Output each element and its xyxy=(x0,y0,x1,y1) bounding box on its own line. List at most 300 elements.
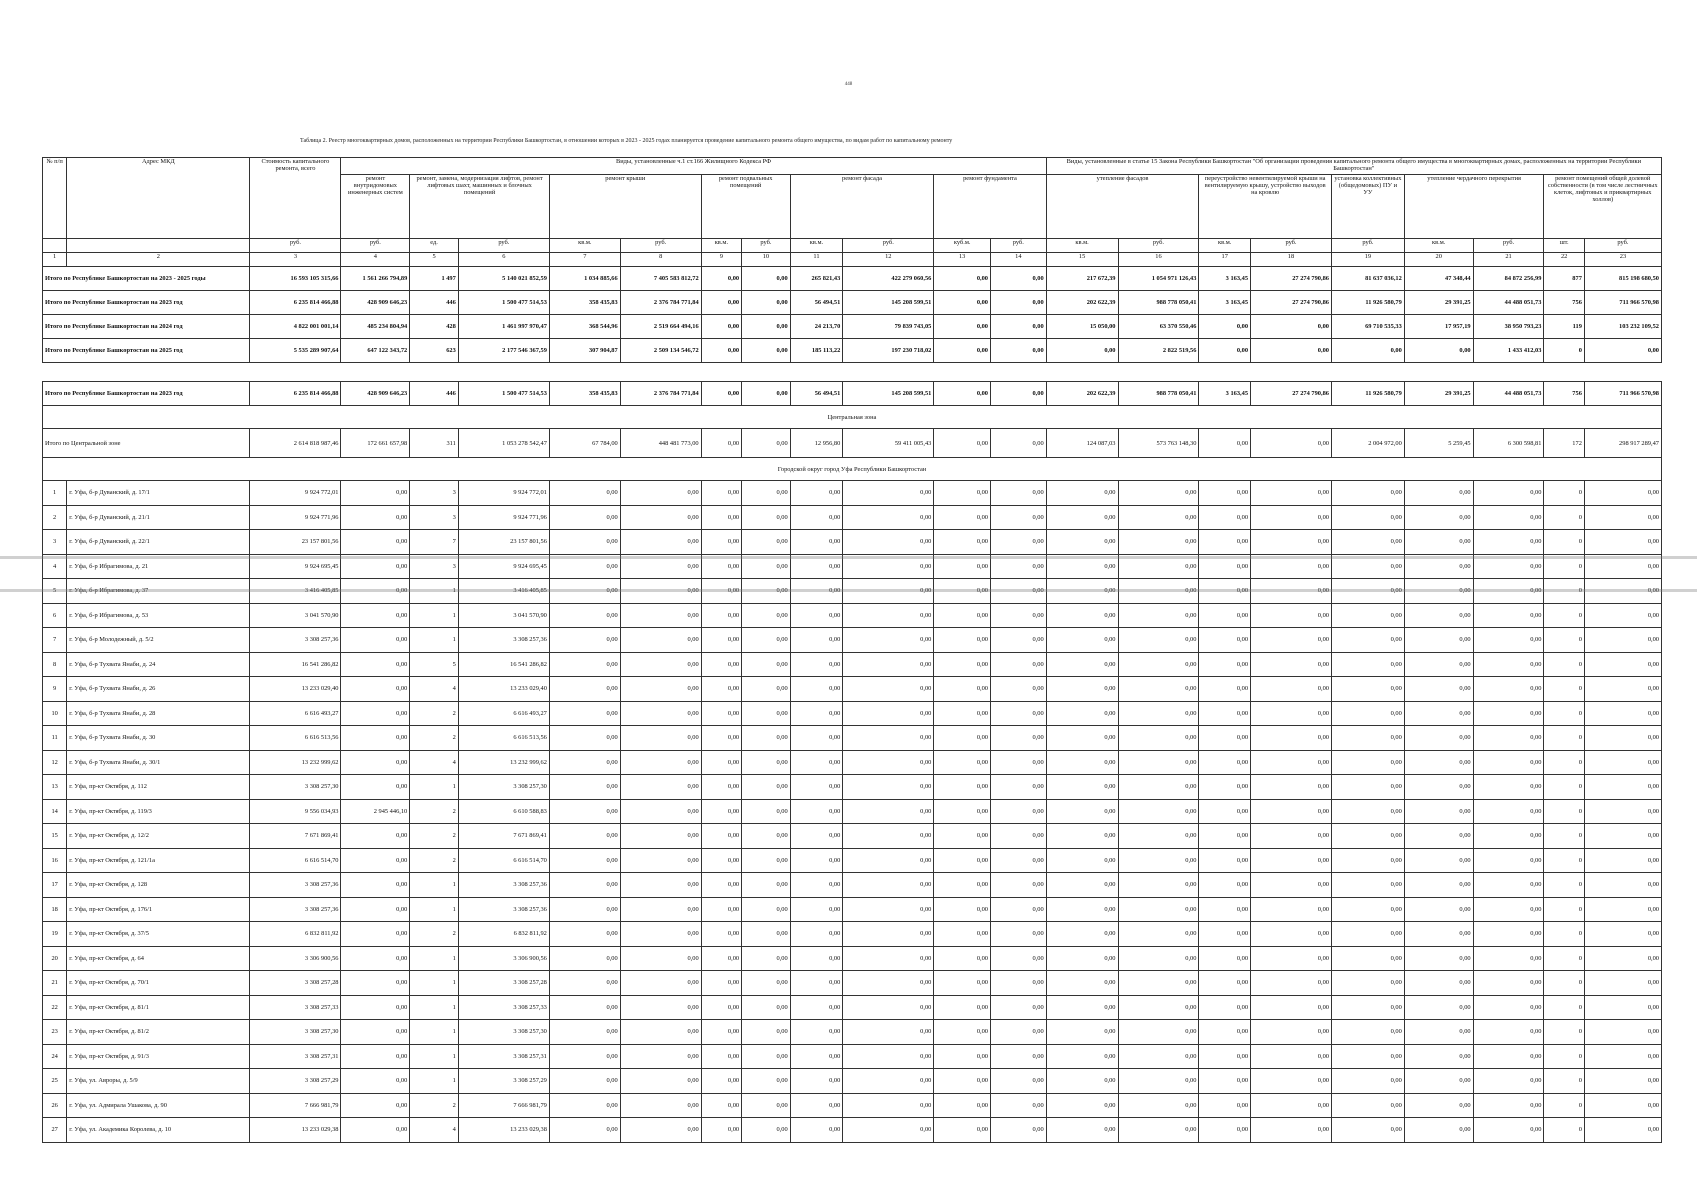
unit-cell: куб.м. xyxy=(934,239,991,253)
zero-value-cell: 0,00 xyxy=(843,799,934,824)
row-address: г. Уфа, пр-кт Октября, д. 119/3 xyxy=(67,799,250,824)
register-sheet xyxy=(42,157,1662,1143)
zero-count-cell: 0 xyxy=(1544,481,1584,506)
value-cell: 0,00 xyxy=(934,291,991,315)
unit-cell: руб. xyxy=(1331,239,1404,253)
zero-value-cell: 0,00 xyxy=(991,946,1047,971)
zero-value-cell: 0,00 xyxy=(1331,652,1404,677)
row-address: г. Уфа, ул. Авроры, д. 5/9 xyxy=(67,1069,250,1094)
value-cell: 3 163,45 xyxy=(1199,267,1251,291)
row-engineering-cost: 0,00 xyxy=(341,922,410,947)
row-number: 16 xyxy=(43,848,67,873)
zero-value-cell: 0,00 xyxy=(1118,652,1199,677)
value-cell: 3 163,45 xyxy=(1199,382,1251,406)
zero-value-cell: 0,00 xyxy=(991,701,1047,726)
zero-value-cell: 0,00 xyxy=(742,1020,791,1045)
zero-value-cell: 0,00 xyxy=(1046,946,1118,971)
zero-value-cell: 0,00 xyxy=(701,1093,741,1118)
zero-value-cell: 0,00 xyxy=(1584,530,1661,555)
zero-count-cell: 0 xyxy=(1544,1044,1584,1069)
zero-value-cell: 0,00 xyxy=(1473,824,1544,849)
zero-value-cell: 0,00 xyxy=(1404,995,1473,1020)
zero-value-cell: 0,00 xyxy=(934,750,991,775)
zero-value-cell: 0,00 xyxy=(1473,897,1544,922)
row-address: г. Уфа, б-р Тухвата Янаби, д. 26 xyxy=(67,677,250,702)
row-total-cost: 3 308 257,36 xyxy=(250,873,341,898)
zero-count-cell: 0 xyxy=(1544,873,1584,898)
zero-value-cell: 0,00 xyxy=(991,848,1047,873)
row-lift-cost: 3 308 257,28 xyxy=(458,971,549,996)
value-cell: 877 xyxy=(1544,267,1584,291)
column-number-cell: 4 xyxy=(341,253,410,267)
zero-value-cell: 0,00 xyxy=(934,1020,991,1045)
zero-value-cell: 0,00 xyxy=(790,579,843,604)
value-cell: 0,00 xyxy=(742,339,791,363)
zero-value-cell: 0,00 xyxy=(790,995,843,1020)
zero-value-cell: 0,00 xyxy=(701,873,741,898)
table-row xyxy=(43,652,1662,677)
row-lift-count: 1 xyxy=(410,628,459,653)
zero-value-cell: 0,00 xyxy=(1473,775,1544,800)
zero-value-cell: 0,00 xyxy=(1199,971,1251,996)
zero-value-cell: 0,00 xyxy=(790,873,843,898)
zero-value-cell: 0,00 xyxy=(1404,775,1473,800)
zone-total-row xyxy=(43,429,1662,458)
column-number-cell: 15 xyxy=(1046,253,1118,267)
zero-value-cell: 0,00 xyxy=(1331,995,1404,1020)
zero-value-cell: 0,00 xyxy=(1404,1069,1473,1094)
zero-value-cell: 0,00 xyxy=(549,922,620,947)
value-cell: 428 xyxy=(410,315,459,339)
zero-value-cell: 0,00 xyxy=(991,995,1047,1020)
row-total-cost: 6 616 513,56 xyxy=(250,726,341,751)
row-label: Итого по Республике Башкортостан на 2023 год xyxy=(43,382,250,406)
row-total-cost: 6 616 493,27 xyxy=(250,701,341,726)
row-address: г. Уфа, пр-кт Октября, д. 121/1а xyxy=(67,848,250,873)
zero-value-cell: 0,00 xyxy=(1118,1044,1199,1069)
zero-value-cell: 0,00 xyxy=(843,1069,934,1094)
zero-value-cell: 0,00 xyxy=(934,1093,991,1118)
zero-value-cell: 0,00 xyxy=(1404,922,1473,947)
zero-value-cell: 0,00 xyxy=(1251,1044,1332,1069)
zero-value-cell: 0,00 xyxy=(1584,848,1661,873)
zero-value-cell: 0,00 xyxy=(1251,775,1332,800)
zero-value-cell: 0,00 xyxy=(1118,897,1199,922)
zero-value-cell: 0,00 xyxy=(1199,848,1251,873)
value-cell: 0,00 xyxy=(991,339,1047,363)
zero-value-cell: 0,00 xyxy=(991,677,1047,702)
table-row xyxy=(43,1020,1662,1045)
zero-value-cell: 0,00 xyxy=(701,1069,741,1094)
zero-value-cell: 0,00 xyxy=(549,848,620,873)
zero-value-cell: 0,00 xyxy=(1199,652,1251,677)
zero-value-cell: 0,00 xyxy=(1473,946,1544,971)
zero-value-cell: 0,00 xyxy=(701,848,741,873)
zero-value-cell: 0,00 xyxy=(1584,995,1661,1020)
row-total-cost: 3 308 257,30 xyxy=(250,1020,341,1045)
zero-value-cell: 0,00 xyxy=(1584,628,1661,653)
total-row xyxy=(43,267,1662,291)
zero-value-cell: 0,00 xyxy=(1199,677,1251,702)
row-address: г. Уфа, б-р Дуванский, д. 22/1 xyxy=(67,530,250,555)
zero-value-cell: 0,00 xyxy=(549,1118,620,1143)
zero-value-cell: 0,00 xyxy=(742,848,791,873)
table-row xyxy=(43,530,1662,555)
zero-value-cell: 0,00 xyxy=(1473,481,1544,506)
row-total-cost: 9 556 034,93 xyxy=(250,799,341,824)
zero-value-cell: 0,00 xyxy=(1251,897,1332,922)
zero-value-cell: 0,00 xyxy=(742,824,791,849)
row-lift-count: 1 xyxy=(410,1020,459,1045)
zero-value-cell: 0,00 xyxy=(991,897,1047,922)
zero-value-cell: 0,00 xyxy=(1584,1069,1661,1094)
zero-value-cell: 0,00 xyxy=(1199,505,1251,530)
zero-value-cell: 0,00 xyxy=(701,995,741,1020)
zero-value-cell: 0,00 xyxy=(1118,628,1199,653)
row-lift-cost: 3 416 405,85 xyxy=(458,579,549,604)
row-number: 14 xyxy=(43,799,67,824)
zero-value-cell: 0,00 xyxy=(1331,726,1404,751)
zero-value-cell: 0,00 xyxy=(843,579,934,604)
row-lift-cost: 9 924 772,01 xyxy=(458,481,549,506)
zero-value-cell: 0,00 xyxy=(843,922,934,947)
table-row xyxy=(43,946,1662,971)
zero-value-cell: 0,00 xyxy=(620,995,701,1020)
value-cell: 2 376 784 771,84 xyxy=(620,291,701,315)
zero-value-cell: 0,00 xyxy=(701,652,741,677)
row-lift-cost: 13 233 029,40 xyxy=(458,677,549,702)
zero-value-cell: 0,00 xyxy=(1199,775,1251,800)
row-lift-cost: 6 610 588,83 xyxy=(458,799,549,824)
zero-value-cell: 0,00 xyxy=(1118,922,1199,947)
zero-value-cell: 0,00 xyxy=(1118,799,1199,824)
zero-value-cell: 0,00 xyxy=(1584,603,1661,628)
zone-title: Центральная зона xyxy=(43,406,1662,429)
zero-value-cell: 0,00 xyxy=(1046,1118,1118,1143)
value-cell: 446 xyxy=(410,382,459,406)
value-cell: 0,00 xyxy=(934,429,991,458)
column-number-cell: 20 xyxy=(1404,253,1473,267)
zero-value-cell: 0,00 xyxy=(1473,1118,1544,1143)
zero-value-cell: 0,00 xyxy=(1251,922,1332,947)
row-lift-count: 2 xyxy=(410,799,459,824)
zero-value-cell: 0,00 xyxy=(620,799,701,824)
row-lift-cost: 6 832 811,92 xyxy=(458,922,549,947)
table-row xyxy=(43,701,1662,726)
zero-value-cell: 0,00 xyxy=(620,579,701,604)
value-cell: 67 784,00 xyxy=(549,429,620,458)
zero-value-cell: 0,00 xyxy=(1404,579,1473,604)
zero-value-cell: 0,00 xyxy=(1046,530,1118,555)
zero-value-cell: 0,00 xyxy=(620,824,701,849)
zero-value-cell: 0,00 xyxy=(1199,1069,1251,1094)
zero-value-cell: 0,00 xyxy=(1199,1044,1251,1069)
zero-value-cell: 0,00 xyxy=(843,946,934,971)
row-number: 7 xyxy=(43,628,67,653)
zero-value-cell: 0,00 xyxy=(1251,677,1332,702)
zero-value-cell: 0,00 xyxy=(1331,1044,1404,1069)
unit-cell: кв.м. xyxy=(1046,239,1118,253)
zero-value-cell: 0,00 xyxy=(549,652,620,677)
zero-value-cell: 0,00 xyxy=(1199,726,1251,751)
row-total-cost: 9 924 695,45 xyxy=(250,554,341,579)
zero-value-cell: 0,00 xyxy=(790,628,843,653)
row-label: Итого по Республике Башкортостан на 2023 год xyxy=(43,291,250,315)
zero-value-cell: 0,00 xyxy=(1046,775,1118,800)
header-work-common-premises: ремонт помещений общей долевой собственности (в том числе лестничных клеток, лифтовых и приквартирных холлов) xyxy=(1544,175,1662,239)
value-cell: 5 259,45 xyxy=(1404,429,1473,458)
zero-value-cell: 0,00 xyxy=(1404,530,1473,555)
unit-cell: руб. xyxy=(843,239,934,253)
header-total-cost: Стоимость капитального ремонта, всего xyxy=(250,158,341,239)
zero-value-cell: 0,00 xyxy=(934,628,991,653)
zero-value-cell: 0,00 xyxy=(1199,530,1251,555)
zero-value-cell: 0,00 xyxy=(1404,824,1473,849)
value-cell: 6 235 814 466,88 xyxy=(250,291,341,315)
zero-value-cell: 0,00 xyxy=(790,799,843,824)
row-number: 12 xyxy=(43,750,67,775)
zero-value-cell: 0,00 xyxy=(1118,505,1199,530)
row-total-cost: 13 232 999,62 xyxy=(250,750,341,775)
row-number: 22 xyxy=(43,995,67,1020)
value-cell: 27 274 790,86 xyxy=(1251,291,1332,315)
zero-value-cell: 0,00 xyxy=(1331,897,1404,922)
value-cell: 11 926 580,79 xyxy=(1331,291,1404,315)
row-label: Итого по Республике Башкортостан на 2024 год xyxy=(43,315,250,339)
value-cell: 1 500 477 514,53 xyxy=(458,291,549,315)
row-number: 26 xyxy=(43,1093,67,1118)
zero-value-cell: 0,00 xyxy=(742,554,791,579)
zero-value-cell: 0,00 xyxy=(1584,677,1661,702)
value-cell: 0,00 xyxy=(701,291,741,315)
row-address: г. Уфа, б-р Тухвата Янаби, д. 24 xyxy=(67,652,250,677)
zero-value-cell: 0,00 xyxy=(843,971,934,996)
value-cell: 29 391,25 xyxy=(1404,291,1473,315)
zero-value-cell: 0,00 xyxy=(1404,701,1473,726)
value-cell: 756 xyxy=(1544,291,1584,315)
zero-value-cell: 0,00 xyxy=(549,1093,620,1118)
zero-value-cell: 0,00 xyxy=(934,554,991,579)
zero-value-cell: 0,00 xyxy=(1199,628,1251,653)
row-address: г. Уфа, б-р Ибрагимова, д. 21 xyxy=(67,554,250,579)
row-lift-cost: 3 308 257,36 xyxy=(458,628,549,653)
zero-value-cell: 0,00 xyxy=(843,628,934,653)
zero-value-cell: 0,00 xyxy=(991,726,1047,751)
zero-count-cell: 0 xyxy=(1544,530,1584,555)
zero-value-cell: 0,00 xyxy=(790,701,843,726)
unit-cell: руб. xyxy=(1473,239,1544,253)
zero-value-cell: 0,00 xyxy=(843,775,934,800)
zero-value-cell: 0,00 xyxy=(742,677,791,702)
zero-value-cell: 0,00 xyxy=(1331,1020,1404,1045)
unit-cell: кв.м. xyxy=(1404,239,1473,253)
row-number: 8 xyxy=(43,652,67,677)
zero-value-cell: 0,00 xyxy=(1331,848,1404,873)
table-row xyxy=(43,579,1662,604)
zero-value-cell: 0,00 xyxy=(790,726,843,751)
header-work-foundation: ремонт фундамента xyxy=(934,175,1046,239)
zero-value-cell: 0,00 xyxy=(1199,1093,1251,1118)
total-row xyxy=(43,339,1662,363)
row-lift-count: 1 xyxy=(410,579,459,604)
value-cell: 0,00 xyxy=(1251,339,1332,363)
row-engineering-cost: 0,00 xyxy=(341,750,410,775)
zero-value-cell: 0,00 xyxy=(1473,848,1544,873)
table-row xyxy=(43,1044,1662,1069)
row-lift-count: 4 xyxy=(410,750,459,775)
value-cell: 2 004 972,00 xyxy=(1331,429,1404,458)
value-cell: 0,00 xyxy=(701,429,741,458)
zero-value-cell: 0,00 xyxy=(620,897,701,922)
zero-value-cell: 0,00 xyxy=(1251,873,1332,898)
row-label: Итого по Республике Башкортостан на 2025 год xyxy=(43,339,250,363)
row-lift-cost: 3 308 257,33 xyxy=(458,995,549,1020)
zero-value-cell: 0,00 xyxy=(991,1093,1047,1118)
total-row xyxy=(43,291,1662,315)
zero-value-cell: 0,00 xyxy=(549,873,620,898)
table-row xyxy=(43,897,1662,922)
value-cell: 0,00 xyxy=(742,291,791,315)
row-total-cost: 3 041 570,90 xyxy=(250,603,341,628)
value-cell: 79 839 743,05 xyxy=(843,315,934,339)
row-number: 17 xyxy=(43,873,67,898)
zero-value-cell: 0,00 xyxy=(701,579,741,604)
value-cell: 1 500 477 514,53 xyxy=(458,382,549,406)
zero-value-cell: 0,00 xyxy=(1118,579,1199,604)
unit-cell: руб. xyxy=(1584,239,1661,253)
zero-value-cell: 0,00 xyxy=(742,922,791,947)
row-lift-count: 2 xyxy=(410,726,459,751)
zero-value-cell: 0,00 xyxy=(1331,799,1404,824)
value-cell: 0,00 xyxy=(1404,339,1473,363)
row-engineering-cost: 0,00 xyxy=(341,1069,410,1094)
value-cell: 197 230 718,02 xyxy=(843,339,934,363)
column-number-cell: 10 xyxy=(742,253,791,267)
row-lift-count: 7 xyxy=(410,530,459,555)
zero-value-cell: 0,00 xyxy=(1404,1118,1473,1143)
zero-value-cell: 0,00 xyxy=(1118,775,1199,800)
row-engineering-cost: 0,00 xyxy=(341,701,410,726)
zero-value-cell: 0,00 xyxy=(934,922,991,947)
zero-count-cell: 0 xyxy=(1544,1093,1584,1118)
value-cell: 15 050,00 xyxy=(1046,315,1118,339)
row-lift-cost: 23 157 801,56 xyxy=(458,530,549,555)
column-number-cell: 1 xyxy=(43,253,67,267)
zero-value-cell: 0,00 xyxy=(1118,530,1199,555)
zero-value-cell: 0,00 xyxy=(1251,481,1332,506)
zero-value-cell: 0,00 xyxy=(1473,1044,1544,1069)
row-lift-cost: 7 666 981,79 xyxy=(458,1093,549,1118)
zero-value-cell: 0,00 xyxy=(1251,946,1332,971)
value-cell: 711 966 570,98 xyxy=(1584,382,1661,406)
zero-value-cell: 0,00 xyxy=(701,922,741,947)
value-cell: 56 494,51 xyxy=(790,291,843,315)
value-cell: 16 593 105 315,66 xyxy=(250,267,341,291)
zero-value-cell: 0,00 xyxy=(1251,652,1332,677)
zero-value-cell: 0,00 xyxy=(1584,799,1661,824)
zero-value-cell: 0,00 xyxy=(1251,824,1332,849)
zero-value-cell: 0,00 xyxy=(549,554,620,579)
zero-value-cell: 0,00 xyxy=(934,1069,991,1094)
zero-count-cell: 0 xyxy=(1544,897,1584,922)
zero-value-cell: 0,00 xyxy=(790,505,843,530)
value-cell: 1 053 278 542,47 xyxy=(458,429,549,458)
unit-cell: руб. xyxy=(1118,239,1199,253)
row-engineering-cost: 0,00 xyxy=(341,579,410,604)
zero-value-cell: 0,00 xyxy=(1199,1118,1251,1143)
row-address: г. Уфа, пр-кт Октября, д. 112 xyxy=(67,775,250,800)
value-cell: 1 461 997 970,47 xyxy=(458,315,549,339)
table-row xyxy=(43,603,1662,628)
row-address: г. Уфа, пр-кт Октября, д. 91/3 xyxy=(67,1044,250,1069)
value-cell: 0,00 xyxy=(991,267,1047,291)
zero-value-cell: 0,00 xyxy=(701,628,741,653)
unit-cell: руб. xyxy=(620,239,701,253)
zero-value-cell: 0,00 xyxy=(549,579,620,604)
row-lift-count: 1 xyxy=(410,946,459,971)
zero-value-cell: 0,00 xyxy=(1404,848,1473,873)
zero-value-cell: 0,00 xyxy=(1251,701,1332,726)
zero-value-cell: 0,00 xyxy=(1118,824,1199,849)
zero-value-cell: 0,00 xyxy=(620,1093,701,1118)
zero-value-cell: 0,00 xyxy=(549,628,620,653)
row-total-cost: 13 233 029,38 xyxy=(250,1118,341,1143)
unit-cell: кв.м. xyxy=(790,239,843,253)
table-row xyxy=(43,1093,1662,1118)
column-number-cell: 12 xyxy=(843,253,934,267)
zero-value-cell: 0,00 xyxy=(934,1118,991,1143)
zero-value-cell: 0,00 xyxy=(1118,1069,1199,1094)
value-cell: 0,00 xyxy=(934,267,991,291)
zero-value-cell: 0,00 xyxy=(1251,750,1332,775)
zero-value-cell: 0,00 xyxy=(991,922,1047,947)
zero-value-cell: 0,00 xyxy=(1473,873,1544,898)
zero-value-cell: 0,00 xyxy=(549,995,620,1020)
row-number: 4 xyxy=(43,554,67,579)
row-address: г. Уфа, пр-кт Октября, д. 37/5 xyxy=(67,922,250,947)
table-row xyxy=(43,554,1662,579)
value-cell: 27 274 790,86 xyxy=(1251,382,1332,406)
zero-value-cell: 0,00 xyxy=(843,873,934,898)
zero-count-cell: 0 xyxy=(1544,505,1584,530)
column-number-cell: 14 xyxy=(991,253,1047,267)
zero-value-cell: 0,00 xyxy=(1199,799,1251,824)
value-cell: 0,00 xyxy=(742,382,791,406)
row-number: 24 xyxy=(43,1044,67,1069)
zero-value-cell: 0,00 xyxy=(1584,873,1661,898)
zero-value-cell: 0,00 xyxy=(742,873,791,898)
zero-value-cell: 0,00 xyxy=(701,775,741,800)
zero-value-cell: 0,00 xyxy=(991,1118,1047,1143)
zero-count-cell: 0 xyxy=(1544,579,1584,604)
value-cell: 202 622,39 xyxy=(1046,291,1118,315)
zero-value-cell: 0,00 xyxy=(1404,628,1473,653)
zero-value-cell: 0,00 xyxy=(742,1118,791,1143)
table-row xyxy=(43,848,1662,873)
value-cell: 47 348,44 xyxy=(1404,267,1473,291)
zero-value-cell: 0,00 xyxy=(843,603,934,628)
zero-value-cell: 0,00 xyxy=(843,1093,934,1118)
zero-count-cell: 0 xyxy=(1544,726,1584,751)
zero-value-cell: 0,00 xyxy=(1473,799,1544,824)
unit-cell: руб. xyxy=(742,239,791,253)
zero-value-cell: 0,00 xyxy=(1046,873,1118,898)
value-cell: 815 198 680,50 xyxy=(1584,267,1661,291)
row-address: г. Уфа, б-р Тухвата Янаби, д. 30 xyxy=(67,726,250,751)
zero-value-cell: 0,00 xyxy=(991,971,1047,996)
zero-value-cell: 0,00 xyxy=(1046,897,1118,922)
zero-value-cell: 0,00 xyxy=(1118,848,1199,873)
